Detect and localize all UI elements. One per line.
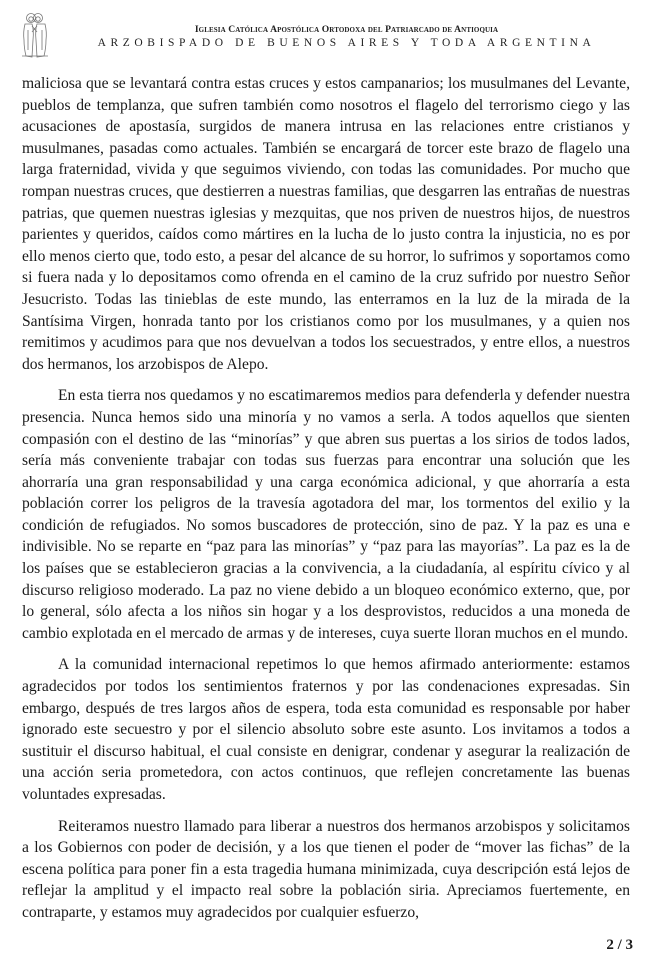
archdiocese-name: ARZOBISPADO DE BUENOS AIRES Y TODA ARGENTINA (97, 37, 596, 49)
saints-logo-icon (18, 10, 52, 60)
paragraph-3: A la comunidad internacional repetimos lo que hemos afirmado anteriormente: estamos agradecidos por todos los sentimientos fraternos y por las condenaciones expresadas. Sin embargo, después de tres largos años de espera, toda esta comunidad es responsable por haber ignorado este secuestro y por el silencio absoluto sobre este asunto. Los invitamos a todos a sustituir el discurso habitual, el cual consiste en denigrar, condenar y asegurar la realización de una acción seria prometedora, con actos continuos, que reflejen concretamente las buenas voluntades expresadas. (22, 656, 630, 803)
saints-logo-drawing (18, 10, 52, 60)
letter-body (22, 73, 630, 934)
paragraph-4: Reiteramos nuestro llamado para liberar a nuestros dos hermanos arzobispos y solicitamos a los Gobiernos con poder de decisión, y a los que tienen el poder de “mover las fichas” de la escena política para poner fin a esta tragedia humana minimizada, cuya descripción está lejos de reflejar la amplitud y el impacto real sobre la población siria. Apreciamos fuertemente, en contraparte, y estamos muy agradecidos por cualquier esfuerzo, (22, 817, 630, 921)
paragraph-2: En esta tierra nos quedamos y no escatimaremos medios para defenderla y defender nuestra presencia. Nunca hemos sido una minoría y no vamos a serla. A todos aquellos que sienten compasión con el destino de las “minorías” y que abren sus puertas a los sirios de todos lados, sería más conveniente trabajar con todas sus fuerzas para encontrar una solución que les ahorraría una gran responsabilidad y una carga económica adicional, y que ahorraría a esta población correr los peligros de la travesía agotadora del mar, los tormentos del exilio y la condición de refugiados. No somos buscadores de protección, sino de paz. Y la paz es una e indivisible. No se reparte en “paz para las minorías” y “paz para las mayorías”. La paz es la de los países que se establecieron gracias a la convivencia, a la ciudadanía, al espíritu cívico y al discurso religioso moderado. La paz no viene debido a un bloqueo económico externo, que, por lo general, sólo afecta a los niños sin hogar y a los desprovistos, reducidos a una moneda de cambio explotada en el mercado de armas y de intereses, cuya suerte lloran muchos en el mundo. (22, 387, 630, 642)
page-number: 2 / 3 (606, 937, 633, 953)
letterhead (0, 0, 653, 62)
paragraph-1: maliciosa que se levantará contra estas cruces y estos campanarios; los musulmanes del Levante, pueblos de templanza, que sufren también como nosotros el flagelo del terrorismo ciego y las acusaciones de apostasía, surgidos de manera intrusa en las relaciones entre cristianos y musulmanes, pasadas como actuales. También se encargará de torcer este brazo de flagelo una larga fraternidad, vivida y que seguimos viviendo, con todas las comunidades. Por mucho que rompan nuestras cruces, que destierren a nuestras familias, que desgarren las entrañas de nuestras patrias, que quemen nuestras iglesias y mezquitas, que nos priven de nuestros hijos, de nuestros parientes y queridos, caídos como mártires en la lucha de lo justo contra la injusticia, no es por ello menos cierto que, todo esto, a pesar del alcance de su horror, lo sufrimos y soportamos como si fuera nada y lo depositamos como ofrenda en el camino de la cruz sufrido por nuestro Señor Jesucristo. Todas las tinieblas de este mundo, las enterramos en la luz de la mirada de la Santísima Virgen, honrada tanto por los cristianos como por los musulmanes, y a quien nos remitimos y acudimos para que nos devuelvan a todos los secuestrados, y entre ellos, a nuestros dos hermanos, los arzobispos de Alepo. (22, 75, 630, 373)
church-name: Iglesia Católica Apostólica Ortodoxa del Patriarcado de Antioquia (194, 24, 499, 35)
